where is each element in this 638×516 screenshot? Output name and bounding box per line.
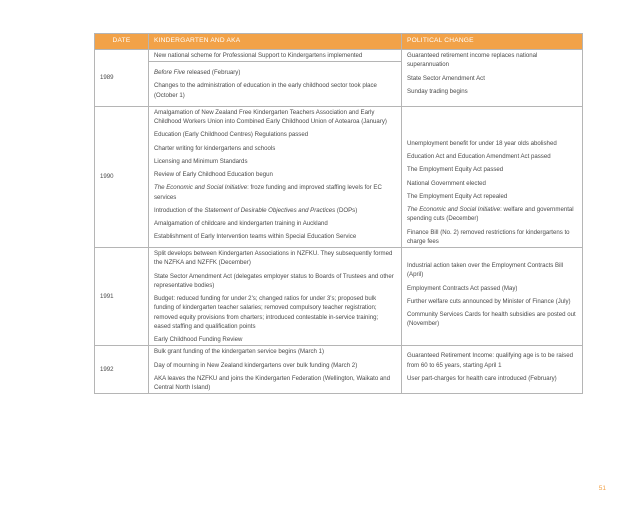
list-item: Review of Early Childhood Education begun — [154, 171, 273, 178]
year-1991: 1991 — [95, 248, 149, 346]
list-item: Employment Contracts Act passed (May) — [407, 284, 518, 292]
publication-title: Before Five — [154, 69, 186, 76]
list-item: Unemployment benefit for under 18 year olds abolished — [407, 139, 557, 147]
year-1989: 1989 — [95, 50, 149, 107]
political-1991 — [402, 248, 583, 346]
list-item: The Economic and Social Initiative: froze funding and improved staffing levels for EC services — [154, 184, 382, 201]
list-item: Sunday trading begins — [407, 87, 468, 95]
list-item: Split develops between Kindergarten Associations in NZFKU. They subsequently formed the NZFKA and NZFFK (December) — [154, 250, 393, 267]
list-item: The Employment Equity Act passed — [407, 166, 504, 174]
list-item: Early Childhood Funding Review — [154, 336, 243, 343]
list-item: AKA leaves the NZFKU and joins the Kindergarten Federation (Wellington, Waikato and Central North Island) — [154, 374, 391, 391]
list-item: Licensing and Minimum Standards — [154, 157, 248, 165]
list-item: Education Act and Education Amendment Act passed — [407, 153, 551, 160]
political-1992 — [402, 346, 583, 394]
header-kindergarten: KINDERGARTEN AND AKA — [149, 34, 402, 50]
list-item: Guaranteed Retirement Income: qualifying age is to be raised from 60 to 65 years, starting April 1 — [407, 352, 573, 369]
list-item: The Employment Equity Act repealed — [407, 192, 508, 200]
list-item: Amalgamation of New Zealand Free Kindergarten Teachers Association and Early Childhood Workers Union into Combined Early Childhood Union of Aotearoa (January) — [154, 108, 387, 125]
year-1992: 1992 — [95, 346, 149, 394]
list-item: Industrial action taken over the Employment Contracts Bill (April) — [407, 262, 564, 279]
list-item: Introduction of the Statement of Desirable Objectives and Practices (DOPs) — [154, 206, 358, 214]
list-item: Day of mourning in New Zealand kindergartens over bulk funding (March 2) — [154, 361, 358, 369]
header-political: POLITICAL CHANGE — [402, 34, 583, 50]
table-row — [95, 346, 583, 394]
kindergarten-1989 — [149, 62, 402, 107]
kindergarten-1991 — [149, 248, 402, 346]
list-item: State Sector Amendment Act (delegates employer status to Boards of Trustees and other representative bodies) — [154, 272, 394, 289]
list-item: The Economic and Social Initiative: welfare and governmental spending cuts (December) — [407, 206, 574, 223]
list-item: Changes to the administration of education in the early childhood sector took place (October 1) — [154, 82, 377, 99]
table-row — [95, 50, 583, 62]
kindergarten-1992 — [149, 346, 402, 394]
list-item: National Government elected — [407, 179, 486, 187]
list-item: Budget: reduced funding for under 2's; changed ratios for under 3's; proposed bulk funding of kindergarten teacher salaries; removed compulsory teacher registration; removed equity provisions from charters; introduced contestable in-service training; eased staffing and qualification points — [154, 295, 379, 330]
header-date: DATE — [95, 34, 149, 50]
list-item: Before Five released (February) — [154, 69, 241, 76]
kindergarten-1990 — [149, 106, 402, 247]
list-item: Establishment of Early Intervention teams within Special Education Service — [154, 233, 357, 241]
timeline-table — [94, 33, 583, 394]
political-1989 — [402, 50, 583, 107]
list-item: Further welfare cuts announced by Minister of Finance (July) — [407, 297, 571, 305]
table-row — [95, 106, 583, 247]
year-1990: 1990 — [95, 106, 149, 247]
list-item: Education (Early Childhood Centres) Regulations passed — [154, 131, 309, 139]
list-item: State Sector Amendment Act — [407, 74, 485, 82]
list-item: User part-charges for health care introduced (February) — [407, 374, 557, 382]
list-item: Community Services Cards for health subsidies are posted out (November) — [407, 311, 576, 328]
list-item: Amalgamation of childcare and kindergarten training in Auckland — [154, 220, 328, 227]
table-header-row — [95, 34, 583, 50]
list-item: Finance Bill (No. 2) removed restrictions for kindergartens to charge fees — [407, 228, 570, 245]
table-row — [95, 248, 583, 346]
list-item: Guaranteed retirement income replaces national superannuation — [407, 52, 538, 69]
list-item: Bulk grant funding of the kindergarten service begins (March 1) — [154, 348, 325, 356]
page-number: 51 — [598, 485, 606, 492]
political-1990 — [402, 106, 583, 247]
list-item: Charter writing for kindergartens and schools — [154, 144, 276, 152]
top-note: New national scheme for Professional Support to Kindergartens implemented — [149, 50, 402, 62]
